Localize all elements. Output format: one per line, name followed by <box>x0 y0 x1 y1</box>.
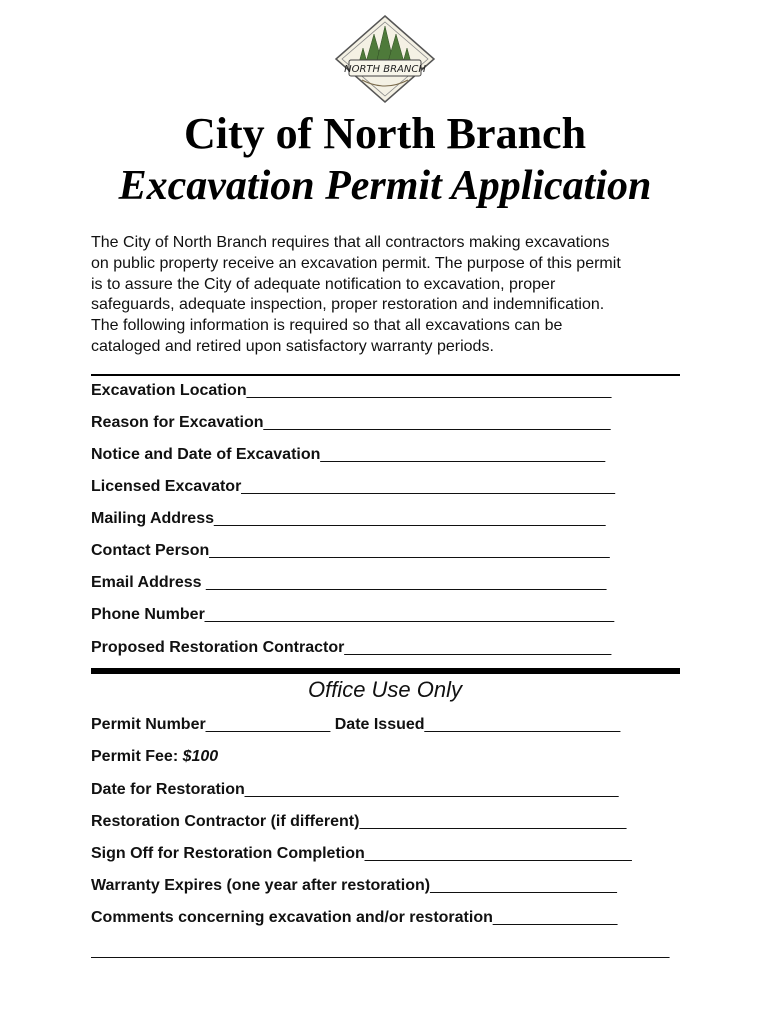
field-blank[interactable]: ______________________________ <box>344 639 612 656</box>
mailing-address-field[interactable] <box>91 509 691 529</box>
page-title: City of North Branch <box>183 109 587 158</box>
intro-line: safeguards, adequate inspection, proper restoration and indemnification. <box>91 296 605 314</box>
north-branch-logo <box>332 14 438 104</box>
phone-number-field[interactable] <box>91 605 691 625</box>
comments-continuation-line[interactable] <box>91 941 691 961</box>
field-blank[interactable]: ____________________________________________ <box>213 510 606 527</box>
date-for-restoration-field[interactable] <box>91 780 691 800</box>
field-blank[interactable]: ________________________________ <box>320 446 606 463</box>
permit-fee-label: Permit Fee: <box>91 748 183 765</box>
permit-fee-row <box>91 747 691 767</box>
reason-for-excavation-field[interactable] <box>91 413 691 433</box>
field-blank[interactable]: ______________________________ <box>359 813 627 830</box>
field-blank[interactable]: _____________________ <box>430 877 617 894</box>
intro-line: on public property receive an excavation permit. The purpose of this permit <box>91 254 621 272</box>
field-label: Excavation Location <box>91 382 247 399</box>
licensed-excavator-field[interactable] <box>91 477 691 497</box>
field-label: Reason for Excavation <box>91 414 264 431</box>
warranty-expires-field[interactable] <box>91 876 691 896</box>
field-label: Sign Off for Restoration Completion <box>91 845 365 862</box>
comments-field[interactable] <box>91 908 691 928</box>
permit-number-blank[interactable]: ______________ <box>205 716 331 733</box>
field-blank[interactable]: ______________ <box>492 909 618 926</box>
field-label: Notice and Date of Excavation <box>91 446 321 463</box>
permit-fee-value: $100 <box>182 748 219 765</box>
notice-and-date-field[interactable] <box>91 445 691 465</box>
field-blank[interactable]: __________________________________________ <box>241 478 616 495</box>
field-label: Restoration Contractor (if different) <box>91 813 360 830</box>
email-address-field[interactable] <box>91 573 691 593</box>
field-blank[interactable]: _____________________________________________ <box>206 574 607 591</box>
permit-number-label: Permit Number <box>91 716 206 733</box>
contact-person-field[interactable] <box>91 541 691 561</box>
office-use-heading: Office Use Only <box>307 677 463 702</box>
field-label: Date for Restoration <box>91 781 245 798</box>
sign-off-field[interactable] <box>91 844 691 864</box>
field-blank[interactable]: ______________________________________________ <box>204 606 615 623</box>
field-label: Email Address <box>91 574 207 591</box>
restoration-contractor-field[interactable] <box>91 638 691 658</box>
permit-number-row[interactable] <box>91 715 691 735</box>
intro-line: is to assure the City of adequate notification to excavation, proper <box>91 275 556 293</box>
field-label: Comments concerning excavation and/or restoration <box>91 909 493 926</box>
date-issued-label: Date Issued <box>334 716 425 733</box>
field-blank[interactable]: _______________________________________ <box>263 414 611 431</box>
page-subtitle: Excavation Permit Application <box>118 163 652 209</box>
intro-paragraph <box>91 233 691 358</box>
field-blank[interactable]: _________________________________________ <box>246 382 612 399</box>
field-blank[interactable]: ______________________________ <box>364 845 632 862</box>
restoration-contractor-if-different-field[interactable] <box>91 812 691 832</box>
intro-line: The City of North Branch requires that all contractors making excavations <box>91 234 610 251</box>
field-label: Warranty Expires (one year after restoration) <box>91 877 431 894</box>
field-label: Mailing Address <box>91 510 214 527</box>
field-blank[interactable]: _____________________________________________ <box>209 542 610 559</box>
section-divider <box>91 374 680 376</box>
intro-line: cataloged and retired upon satisfactory warranty periods. <box>91 337 494 355</box>
logo-text: NORTH BRANCH <box>344 64 426 75</box>
excavation-location-field[interactable] <box>91 381 691 401</box>
field-label: Phone Number <box>91 606 205 623</box>
field-label: Contact Person <box>91 542 210 559</box>
date-issued-blank[interactable]: ______________________ <box>424 716 621 733</box>
office-section-divider <box>91 668 680 674</box>
field-label: Proposed Restoration Contractor <box>91 639 345 656</box>
field-blank[interactable]: __________________________________________ <box>244 781 619 798</box>
field-label: Licensed Excavator <box>91 478 242 495</box>
comment-blank[interactable]: _________________________________________________________________ <box>91 942 670 959</box>
intro-line: The following information is required so that all excavations can be <box>91 317 563 335</box>
